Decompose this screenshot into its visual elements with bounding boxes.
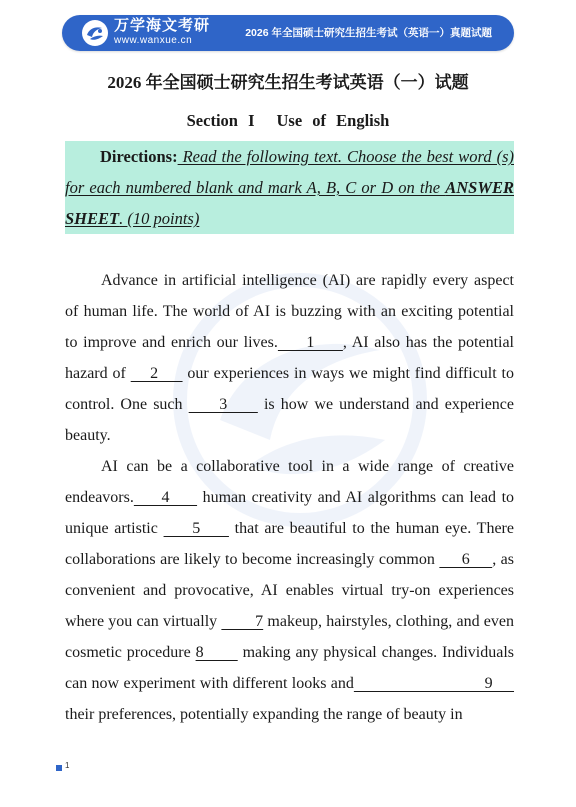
- section-label: Section I: [186, 111, 255, 130]
- blank-6[interactable]: 6: [439, 551, 493, 568]
- passage-text: making any physical changes. Individuals can now experiment with different looks and: [65, 644, 515, 692]
- passage-text: human creativity and AI algorithms can lead to unique artistic: [65, 489, 515, 537]
- header-exam-title: 2026 年全国硕士研究生招生考试（英语一）真题试题: [245, 27, 492, 39]
- directions-box: [65, 141, 514, 234]
- brand-url: www.wanxue.cn: [114, 35, 193, 46]
- header-banner: [62, 15, 514, 51]
- blank-3[interactable]: 3: [188, 396, 258, 413]
- section-name: Use of English: [276, 111, 390, 130]
- passage-text: their preferences, potentially expanding the range of beauty in: [65, 706, 463, 723]
- page-number: 1: [65, 761, 70, 770]
- blank-9[interactable]: 9: [353, 675, 515, 692]
- blank-8[interactable]: 8: [195, 644, 238, 661]
- passage-text: , AI also has the potential hazard of: [65, 334, 515, 382]
- passage: [65, 265, 514, 730]
- directions-points: . (10 points): [119, 209, 200, 228]
- exam-title: 2026 年全国硕士研究生招生考试英语（一）试题: [107, 73, 469, 92]
- passage-text: that are beautiful to the human eye. There collaborations are likely to become increasingly common: [65, 520, 514, 568]
- brand-name: 万学海文考研: [114, 17, 211, 34]
- brand-logo-icon: [82, 20, 108, 46]
- footer-square-icon: [56, 765, 62, 771]
- answer-sheet-label: ANSWER SHEET: [65, 178, 514, 228]
- blank-5[interactable]: 5: [163, 520, 229, 537]
- passage-text: is how we understand and experience beauty.: [65, 396, 514, 444]
- directions-text: [65, 141, 514, 234]
- blank-7[interactable]: 7: [221, 613, 264, 630]
- passage-text: AI can be a collaborative tool in a wide range of creative endeavors.: [65, 458, 514, 506]
- blank-4[interactable]: 4: [133, 489, 198, 506]
- passage-text: our experiences in ways we might find difficult to control. One such: [65, 365, 515, 413]
- passage-text: , as convenient and provocative, AI enables virtual try-on experiences where you can virtually: [65, 551, 515, 630]
- section-heading: [0, 110, 576, 132]
- blank-2[interactable]: 2: [130, 365, 183, 382]
- directions-body: Read the following text. Choose the best word (s) for each numbered blank and mark A, B, C or D on the: [65, 147, 514, 197]
- blank-1[interactable]: 1: [277, 334, 343, 351]
- passage-paragraph-2: [65, 451, 514, 730]
- passage-text: Advance in artificial intelligence (AI) are rapidly every aspect of human life. The world of AI is buzzing with an exciting potential to improve and enrich our lives.: [65, 272, 514, 351]
- directions-lead: Directions:: [100, 147, 178, 166]
- passage-text: makeup, hairstyles, clothing, and even cosmetic procedure: [65, 613, 514, 661]
- passage-paragraph-1: [65, 265, 514, 451]
